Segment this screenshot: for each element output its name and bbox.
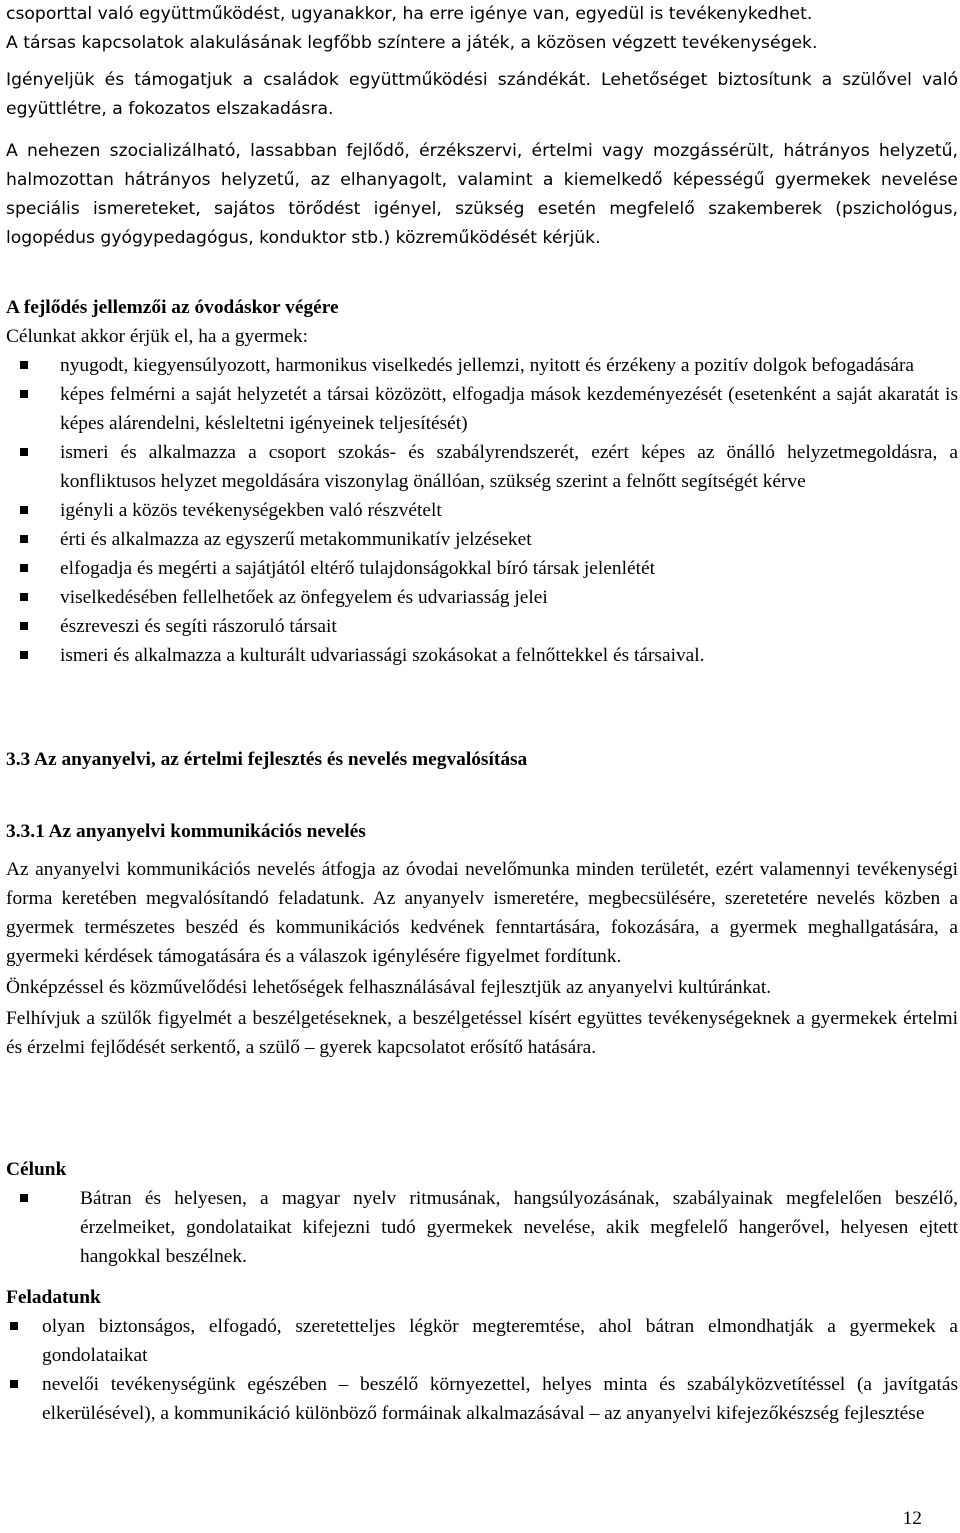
bullet-icon [10,1380,18,1388]
list-item-text: Bátran és helyesen, a magyar nyelv ritmusának, hangsúlyozásának, szabályainak megfelelően beszélő, érzelmeiket, gondolataikat kifejezni tudó gyermekek nevelése, akik megfelelő hangerővel, helyesen ejtett hangokkal beszélnek. [80,1188,958,1267]
section-3-3-1-paragraph-3: Felhívjuk a szülők figyelmét a beszélgetéseknek, a beszélgetéssel kísért együttes tevékenységeknek a gyermekek értelmi és érzelmi fejlődését serkentő, a szülő – gyerek kapcsolatot erősítő hatására. [6,1008,958,1058]
list-item-text: nevelői tevékenységünk egészében – beszélő környezettel, helyes minta és szabályközvetítéssel (a javítgatás elkerülésével), a kommunikáció különböző formáinak alkalmazásával – az anyanyelvi kifejezőkészség fejlesztése [42,1374,958,1424]
list-item-text: ismeri és alkalmazza a csoport szokás- és szabályrendszerét, ezért képes az önálló helyzetmegoldásra, a konfliktusos helyzet megoldására viszonylag önállóan, szükség szerint a felnőtt segítségét kérve [60,442,958,492]
list-item [42,1370,958,1428]
bullet-icon [20,448,28,456]
bullet-icon [20,390,28,398]
list-item [60,641,958,670]
list-item-text: olyan biztonságos, elfogadó, szeretetteljes légkör megteremtése, ahol bátran elmondhatják a gyermekek a gondolataikat [42,1316,958,1366]
tasks-heading: Feladatunk [6,1287,101,1308]
list-item [60,612,958,641]
section-3-3-1-heading: 3.3.1 Az anyanyelvi kommunikációs nevelés [6,821,366,842]
list-item-text: képes felmérni a saját helyzetét a társai közözött, elfogadja mások kezdeményezését (esetenként a saját akaratát is képes alárendelni, késleltetni igényeinek teljesítését) [60,384,958,434]
list-item [42,1312,958,1370]
bullet-icon [20,622,28,630]
list-item [60,438,958,496]
list-item-text: észreveszi és segíti rászoruló társait [60,616,337,637]
goal-list [80,1184,958,1271]
intro-paragraph-3-text: A nehezen szocializálható, lassabban fejlődő, érzékszervi, értelmi vagy mozgássérült, hátrányos helyzetű, halmozottan hátrányos helyzetű, az elhanyagolt, valamint a kiemelkedő képességű gyermekek nevelése speciális ismereteket, sajátos törődést igényel, szükség esetén megfelelő szakemberek (pszichológus, logopédus gyógypedagógus, konduktor stb.) közreműködését kérjük. [6,141,958,248]
intro-paragraph-2-text: Igényeljük és támogatjuk a családok együttműködési szándékát. Lehetőséget biztosítunk a szülővel való együttlétre, a fokozatos elszakadásra. [6,70,958,119]
development-lead: Célunkat akkor érjük el, ha a gyermek: [6,326,309,347]
bullet-icon [10,1322,18,1330]
list-item-text: viselkedésében fellelhetőek az önfegyelem és udvariasság jelei [60,587,548,608]
bullet-icon [20,1194,28,1202]
intro-line-1: csoporttal való együttműködést, ugyanakkor, ha erre igénye van, egyedül is tevékenykedhet. [6,4,813,24]
list-item [80,1184,958,1271]
list-item-text: nyugodt, kiegyensúlyozott, harmonikus viselkedés jellemzi, nyitott és érzékeny a pozitív dolgok befogadására [60,355,915,376]
list-item-text: ismeri és alkalmazza a kulturált udvariassági szokásokat a felnőttekkel és társaival. [60,645,705,666]
intro-paragraph-1 [6,0,958,58]
section-3-3-1-body [6,855,958,1062]
list-item [60,380,958,438]
bullet-icon [20,651,28,659]
development-section [6,293,958,351]
development-heading: A fejlődés jellemzői az óvodáskor végére [6,297,339,318]
development-list [60,351,958,670]
bullet-icon [20,361,28,369]
intro-paragraph-3 [6,137,958,253]
list-item [60,496,958,525]
intro-line-2: A társas kapcsolatok alakulásának legfőbb színtere a játék, a közösen végzett tevékenységek. [6,33,818,53]
bullet-icon [20,564,28,572]
section-3-3-heading: 3.3 Az anyanyelvi, az értelmi fejlesztés és nevelés megvalósítása [6,749,528,770]
goal-heading: Célunk [6,1159,67,1180]
list-item-text: elfogadja és megérti a sajátjától eltérő tulajdonságokkal bíró társak jelenlétét [60,558,655,579]
tasks-list [42,1312,958,1428]
page-number: 12 [902,1508,922,1529]
list-item [60,583,958,612]
bullet-icon [20,506,28,514]
intro-paragraph-2 [6,66,958,124]
list-item [60,525,958,554]
list-item-text: igényli a közös tevékenységekben való részvételt [60,500,442,521]
list-item-text: érti és alkalmazza az egyszerű metakommunikatív jelzéseket [60,529,532,550]
section-3-3-1-paragraph-2: Önképzéssel és közművelődési lehetőségek felhasználásával fejlesztjük az anyanyelvi kultúránkat. [6,977,772,998]
bullet-icon [20,593,28,601]
list-item [60,554,958,583]
bullet-icon [20,535,28,543]
list-item [60,351,958,380]
section-3-3-1-paragraph-1: Az anyanyelvi kommunikációs nevelés átfogja az óvodai nevelőmunka minden területét, ezért valamennyi tevékenységi forma keretében megvalósítandó feladatunk. Az anyanyelv ismeretére, megbecsülésére, szeretetére nevelés közben a gyermek természetes beszéd és kommunikációs kedvének fenntartására, fokozására, a gyermek meghallgatására, a gyermeki kérdések támogatására és a válaszok igénylésére figyelmet fordítunk. [6,859,958,967]
